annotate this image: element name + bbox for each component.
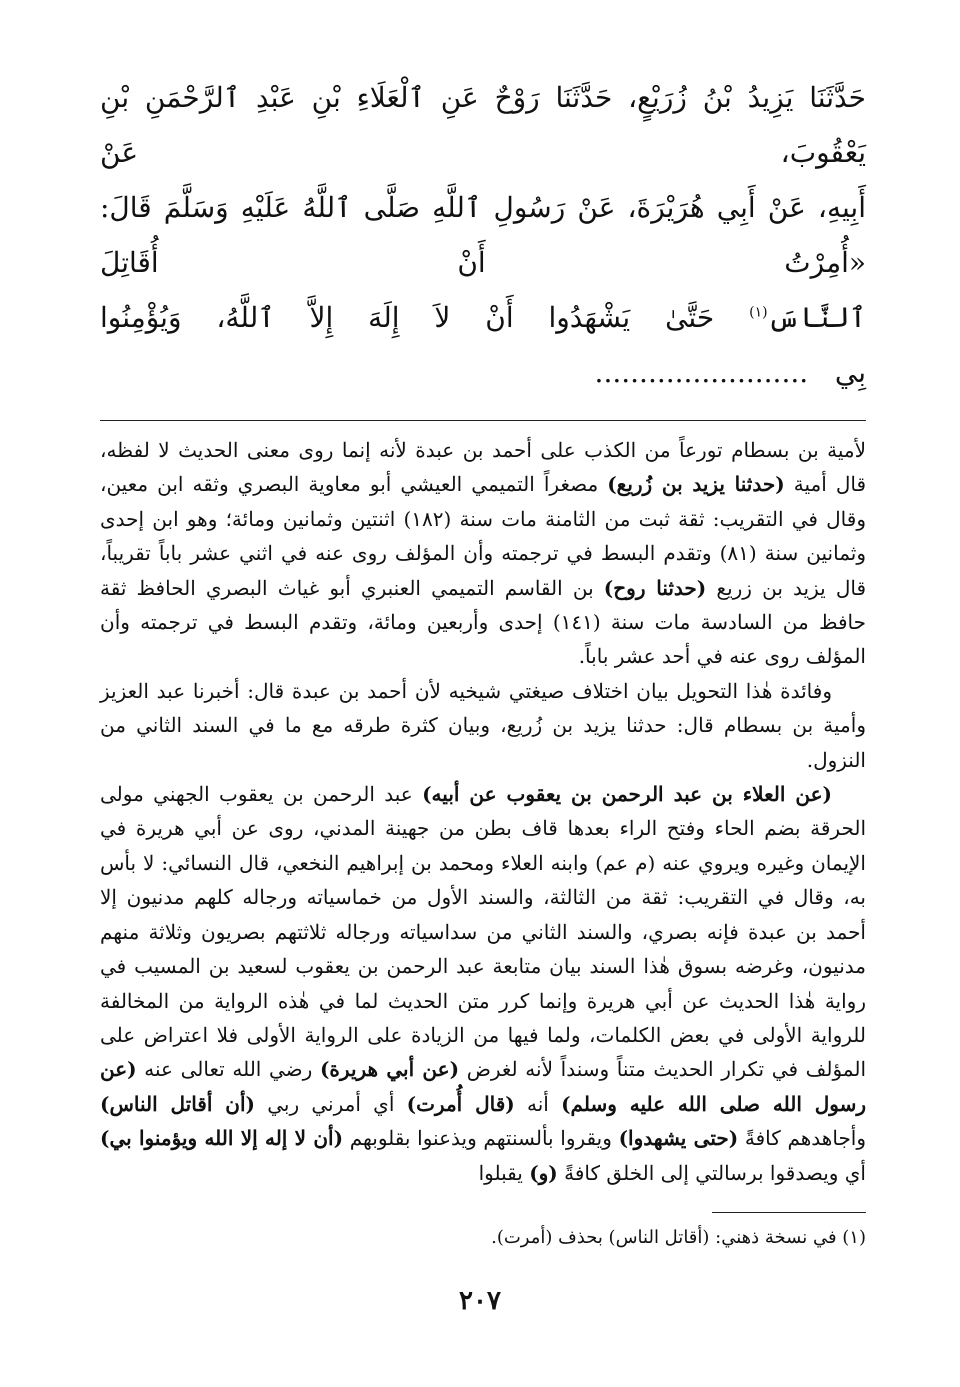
commentary-text: أنه — [526, 1091, 549, 1116]
matn-divider — [100, 420, 866, 421]
quoted-phrase: (حدثنا يزيد بن زُريع) — [607, 472, 785, 497]
hadith-line: أَبِيهِ، عَنْ أَبِي هُرَيْرَةَ، عَنْ رَسُولِ ٱللَّهِ صَلَّى ٱللَّهُ عَلَيْهِ وَسَلَّمَ قَالَ: «أُمِرْتُ أَنْ أُقَاتِلَ — [100, 191, 866, 279]
quoted-phrase: (حتى يشهدوا) — [618, 1126, 739, 1151]
hadith-line-segment: حَتَّىٰ يَشْهَدُوا أَنْ لاَ إِلَهَ إِلاَّ ٱللَّهُ، وَيُؤْمِنُوا بِي — [100, 301, 866, 389]
hadith-line — [100, 290, 866, 400]
quoted-phrase: (و) — [529, 1160, 558, 1185]
commentary-text: مصغراً التميمي العيشي أبو معاوية البصري وثقه ابن معين، وقال في التقريب: ثقة ثبت من الثامنة مات سنة (١٨٢) اثنتين وثمانين ومائة؛ وهو ابن إحدى وثمانين سنة (٨١) وتقدم البسط في ترجمته وأن المؤلف روى عنه في اثني عشر باباً تقريباً، قال يزيد بن زريع — [100, 472, 867, 600]
quoted-phrase: (حدثنا روح) — [603, 575, 707, 600]
footnote-divider — [712, 1212, 866, 1213]
hadith-text — [100, 70, 866, 400]
commentary — [100, 433, 866, 1190]
commentary-text: أي أمرني ربي — [267, 1091, 395, 1116]
quoted-phrase: (أن أقاتل الناس) — [100, 1091, 255, 1116]
footnote-marker: (١) — [749, 304, 768, 321]
commentary-text: رضي الله تعالى عنه — [144, 1057, 313, 1082]
quoted-phrase: (عن أبي هريرة) — [319, 1057, 460, 1082]
footnote: (١) في نسخة ذهني: (أقاتل الناس) بحذف (أمرت). — [491, 1226, 866, 1248]
commentary-paragraph — [100, 777, 866, 1190]
quoted-phrase: (أن لا إله إلا الله ويؤمنوا بي) — [100, 1126, 344, 1151]
commentary-text: ويقروا بألسنتهم ويذعنوا بقلوبهم — [349, 1126, 612, 1151]
hadith-line-segment: ٱلنَّاسَ — [767, 301, 866, 334]
commentary-text: بن القاسم التميمي العنبري أبو غياث البصري الحافظ ثقة حافظ من السادسة مات سنة (١٤١) إحدى وأربعين ومائة، وتقدم البسط في ترجمته وأن المؤلف روى عنه في أحد عشر باباً. — [100, 575, 866, 669]
commentary-text: وأجاهدهم كافةً — [744, 1126, 867, 1151]
page — [100, 70, 866, 1253]
quoted-phrase: (عن رسول الله صلى الله عليه وسلم) — [100, 1057, 867, 1116]
commentary-paragraph — [100, 433, 866, 674]
commentary-text: عبد الرحمن بن يعقوب الجهني مولى الحرقة بضم الحاء وفتح الراء بعدها قاف بطن من جهينة المدني، روى عن أبي هريرة في الإيمان وغيره ويروي عنه (م عم) وابنه العلاء ومحمد بن إبراهيم النخعي، قال النسائي: لا بأس به، وقال في التقريب: ثقة من الثالثة، والسند الأول من خماسياته ورجاله كلهم مدنيون إلا أحمد بن عبدة فإنه بصري، والسند الثاني من سداسياته ورجاله ثلاثتهم بصريون وثلاثة منهم مدنيون، وغرضه بسوق هٰذا السند بيان متابعة عبد الرحمن بن يعقوب لسعيد بن المسيب في رواية هٰذا الحديث عن أبي هريرة وإنما كرر متن الحديث لما في هٰذه الرواية من المخالفة للرواية الأولى في بعض الكلمات، ولما فيها من الزيادة على الرواية الأولى فلا اعتراض على المؤلف في تكرار الحديث متناً وسنداً لأنه لغرض — [100, 782, 867, 1082]
commentary-text: لأمية بن بسطام تورعاً من الكذب على أحمد بن عبدة لأنه إنما روى معنى الحديث لا لفظه، قال أمية — [100, 438, 867, 497]
commentary-paragraph: وفائدة هٰذا التحويل بيان اختلاف صيغتي شيخيه لأن أحمد بن عبدة قال: أخبرنا عبد العزيز وأمية بن بسطام قال: حدثنا يزيد بن زُريع، وبيان كثرة طرقه مع ما في السند الثاني من النزول. — [100, 678, 866, 772]
commentary-text: أي ويصدقوا برسالتي إلى الخلق كافةً — [564, 1160, 866, 1185]
commentary-text: يقبلوا — [478, 1160, 523, 1185]
quoted-phrase: (قال أُمرت) — [406, 1091, 515, 1116]
page-number: ٢٠٧ — [459, 1286, 501, 1316]
ellipsis-dots: ........................ — [594, 356, 809, 389]
quoted-phrase: (عن العلاء بن عبد الرحمن بن يعقوب عن أبيه) — [422, 782, 833, 807]
hadith-line: حَدَّثَنَا يَزِيدُ بْنُ زُرَيْعٍ، حَدَّثَنَا رَوْحٌ عَنِ ٱلْعَلَاءِ بْنِ عَبْدِ ٱلرَّحْمَنِ بْنِ يَعْقُوبَ، عَنْ — [100, 81, 866, 169]
